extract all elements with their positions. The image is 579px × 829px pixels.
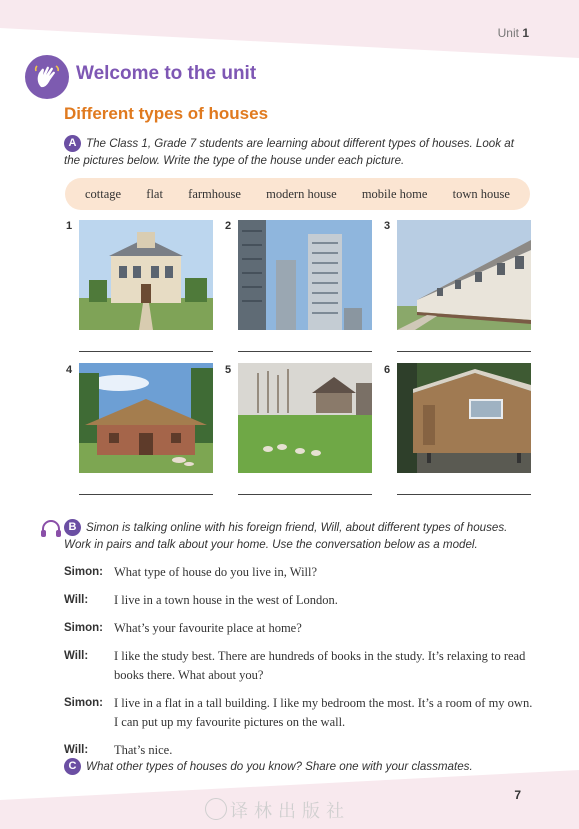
part-c-instruction: C What other types of houses do you know? Share one with your classmates. (64, 758, 473, 775)
publisher-name: 译林出版社 (230, 801, 350, 822)
unit-label: Unit 1 (497, 26, 529, 40)
dialogue-line: What type of house do you live in, Will? (114, 565, 318, 579)
word-item: mobile home (361, 186, 428, 201)
picture-number: 1 (66, 220, 73, 232)
word-item: modern house (266, 186, 337, 201)
dialogue-line: That’s nice. (114, 743, 173, 757)
picture-number: 2 (225, 220, 232, 232)
speaker-name: Simon: (64, 622, 103, 634)
farmhouse-photo (238, 363, 372, 473)
answer-line[interactable] (397, 351, 531, 352)
answer-line[interactable] (79, 494, 213, 495)
dialogue-line: I live in a flat in a tall building. I like my bedroom the most. It’s a room of my own. I can put up my favourite pictures on the wall. (114, 696, 533, 729)
header-band (0, 0, 579, 70)
speaker-name: Will: (64, 594, 89, 606)
dialogue-line: I live in a town house in the west of London. (114, 593, 338, 607)
part-b-instruction: B Simon is talking online with his foreign friend, Will, about different types of houses. Work in pairs and talk about your home. Use the conversation below as a model. (64, 521, 508, 552)
headphones-icon (40, 519, 62, 539)
dialogue-turn (64, 591, 534, 610)
waving-hand-icon (25, 55, 69, 99)
dialogue-line: What’s your favourite place at home? (114, 621, 302, 635)
part-b-badge: B (64, 519, 81, 536)
modern-house-photo (79, 220, 213, 330)
dialogue (64, 563, 534, 769)
dialogue-turn (64, 647, 534, 685)
section-title: Different types of houses (64, 104, 269, 123)
mobile-home-photo (397, 363, 531, 473)
unit-number: 1 (522, 26, 529, 40)
part-c-badge: C (64, 758, 81, 775)
speaker-name: Will: (64, 744, 89, 756)
answer-line[interactable] (238, 494, 372, 495)
part-a-badge: A (64, 135, 81, 152)
speaker-name: Will: (64, 650, 89, 662)
dialogue-turn (64, 563, 534, 582)
publisher-logo (205, 798, 227, 820)
page-number: 7 (514, 788, 521, 802)
word-item: flat (146, 186, 163, 201)
part-a-instruction: A The Class 1, Grade 7 students are learning about different types of houses. Look at the pictures below. Write the type of the house under each picture. (64, 137, 514, 168)
speaker-name: Simon: (64, 566, 103, 578)
welcome-title: Welcome to the unit (76, 63, 257, 84)
speaker-name: Simon: (64, 697, 103, 709)
flat-towers-photo (238, 220, 372, 330)
picture-number: 4 (66, 364, 73, 376)
answer-line[interactable] (238, 351, 372, 352)
word-item: cottage (85, 186, 122, 201)
word-bank (65, 178, 530, 210)
word-item: town house (452, 186, 510, 201)
picture-number: 6 (384, 364, 391, 376)
town-house-photo (397, 220, 531, 330)
dialogue-turn (64, 619, 534, 638)
answer-line[interactable] (79, 351, 213, 352)
picture-number: 3 (384, 220, 391, 232)
picture-number: 5 (225, 364, 232, 376)
answer-line[interactable] (397, 494, 531, 495)
word-item: farmhouse (188, 186, 241, 201)
dialogue-turn (64, 694, 534, 732)
dialogue-line: I like the study best. There are hundreds of books in the study. It’s relaxing to read books there. What about you? (114, 649, 526, 682)
cottage-photo (79, 363, 213, 473)
